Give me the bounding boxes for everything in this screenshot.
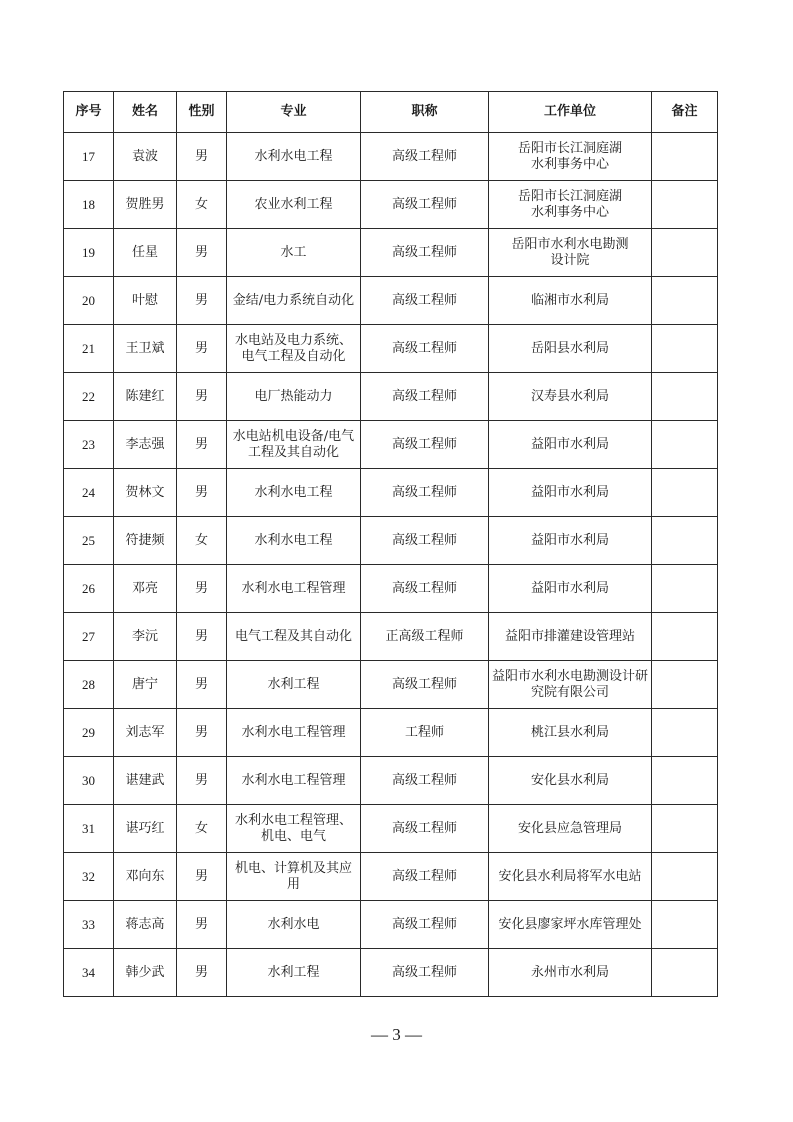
cell-name-text: 谌建武 [125, 772, 165, 788]
cell-note [652, 181, 718, 229]
cell-no-text: 30 [82, 772, 95, 788]
cell-no [64, 949, 114, 997]
cell-title-text: 高级工程师 [391, 580, 457, 596]
cell-no [64, 469, 114, 517]
cell-unit-text: 岳阳县水利局 [530, 340, 609, 356]
cell-no-text: 23 [82, 436, 95, 452]
cell-unit-text: 岳阳市长江洞庭湖 水利事务中心 [517, 140, 622, 172]
cell-unit-text: 汉寿县水利局 [530, 388, 609, 404]
cell-note [652, 661, 718, 709]
cell-unit-text: 岳阳市水利水电勘测 设计院 [511, 236, 629, 268]
table-row [64, 661, 718, 709]
cell-note [652, 229, 718, 277]
cell-note [652, 325, 718, 373]
cell-gender-text: 男 [194, 724, 208, 740]
cell-major-text: 水利水电 [267, 916, 320, 932]
cell-unit-text: 桃江县水利局 [530, 724, 609, 740]
cell-name-text: 李志强 [125, 436, 165, 452]
cell-note [652, 469, 718, 517]
cell-major-text: 电厂热能动力 [254, 388, 333, 404]
table-row [64, 613, 718, 661]
cell-gender [177, 229, 227, 277]
table-row [64, 277, 718, 325]
cell-title [361, 517, 489, 565]
cell-title [361, 229, 489, 277]
cell-gender [177, 373, 227, 421]
cell-major-text: 水利水电工程 [254, 484, 333, 500]
cell-no-text: 33 [82, 916, 95, 932]
cell-title-text: 高级工程师 [391, 292, 457, 308]
cell-note [652, 853, 718, 901]
cell-gender [177, 133, 227, 181]
cell-major [227, 613, 361, 661]
cell-title [361, 133, 489, 181]
table-row [64, 805, 718, 853]
cell-unit [489, 469, 652, 517]
cell-name-text: 李沅 [131, 628, 158, 644]
cell-title [361, 565, 489, 613]
cell-name-text: 贺林文 [125, 484, 165, 500]
cell-title-text: 高级工程师 [391, 388, 457, 404]
cell-note [652, 805, 718, 853]
cell-name [114, 325, 177, 373]
cell-note [652, 901, 718, 949]
header-no: 序号 [64, 92, 114, 133]
cell-gender [177, 277, 227, 325]
cell-title-text: 高级工程师 [391, 244, 457, 260]
cell-name-text: 袁波 [131, 148, 158, 164]
cell-no [64, 517, 114, 565]
cell-title-text: 高级工程师 [391, 964, 457, 980]
cell-title-text: 正高级工程师 [385, 628, 464, 644]
cell-name-text: 谌巧红 [125, 820, 165, 836]
cell-gender-text: 男 [194, 388, 208, 404]
cell-name-text: 符捷频 [125, 532, 165, 548]
cell-gender-text: 男 [194, 292, 208, 308]
cell-no-text: 26 [82, 580, 95, 596]
cell-title-text: 高级工程师 [391, 772, 457, 788]
table-row [64, 949, 718, 997]
cell-title-text: 高级工程师 [391, 676, 457, 692]
cell-unit [489, 901, 652, 949]
cell-unit-text: 益阳市水利水电勘测设计研 究院有限公司 [492, 668, 649, 700]
cell-major [227, 949, 361, 997]
cell-gender-text: 男 [194, 148, 208, 164]
cell-major-text: 水利水电工程管理、 机电、电气 [234, 812, 352, 844]
cell-title [361, 325, 489, 373]
cell-name-text: 王卫斌 [125, 340, 165, 356]
cell-gender [177, 469, 227, 517]
cell-gender-text: 男 [194, 676, 208, 692]
table-row [64, 901, 718, 949]
cell-major [227, 229, 361, 277]
cell-major-text: 水利水电工程 [254, 532, 333, 548]
cell-gender [177, 949, 227, 997]
cell-title-text: 工程师 [404, 724, 444, 740]
cell-no [64, 229, 114, 277]
cell-name-text: 叶慰 [131, 292, 158, 308]
cell-name [114, 373, 177, 421]
cell-major [227, 325, 361, 373]
cell-gender-text: 男 [194, 244, 208, 260]
cell-unit-text: 永州市水利局 [530, 964, 609, 980]
cell-gender [177, 805, 227, 853]
cell-name [114, 709, 177, 757]
header-gender: 性别 [177, 92, 227, 133]
cell-note [652, 709, 718, 757]
cell-name-text: 陈建红 [125, 388, 165, 404]
cell-major-text: 水利水电工程管理 [241, 724, 346, 740]
cell-major-text: 机电、计算机及其应 用 [234, 860, 352, 892]
cell-unit-text: 益阳市水利局 [530, 532, 609, 548]
table-row [64, 853, 718, 901]
cell-unit [489, 325, 652, 373]
cell-gender-text: 男 [194, 484, 208, 500]
cell-no-text: 27 [82, 628, 95, 644]
cell-gender-text: 男 [194, 772, 208, 788]
cell-title [361, 613, 489, 661]
cell-gender-text: 男 [194, 868, 208, 884]
cell-gender [177, 853, 227, 901]
cell-major-text: 水电站机电设备/电气 工程及其自动化 [232, 428, 355, 460]
cell-unit [489, 517, 652, 565]
cell-title [361, 853, 489, 901]
cell-unit-text: 临湘市水利局 [530, 292, 609, 308]
cell-unit-text: 安化县水利局将军水电站 [498, 868, 642, 884]
cell-no [64, 277, 114, 325]
cell-gender [177, 757, 227, 805]
cell-unit-text: 安化县廖家坪水库管理处 [498, 916, 642, 932]
cell-name-text: 贺胜男 [125, 196, 165, 212]
cell-gender-text: 男 [194, 436, 208, 452]
cell-name [114, 661, 177, 709]
cell-major [227, 757, 361, 805]
table-row [64, 757, 718, 805]
cell-title [361, 277, 489, 325]
cell-major-text: 水利水电工程 [254, 148, 333, 164]
cell-no [64, 757, 114, 805]
cell-title-text: 高级工程师 [391, 340, 457, 356]
page-number: — 3 — [371, 1025, 422, 1044]
cell-title-text: 高级工程师 [391, 916, 457, 932]
table-row [64, 181, 718, 229]
cell-gender-text: 女 [194, 196, 208, 212]
cell-gender [177, 661, 227, 709]
cell-no-text: 32 [82, 868, 95, 884]
cell-major [227, 373, 361, 421]
cell-no-text: 17 [82, 148, 95, 164]
cell-gender-text: 男 [194, 628, 208, 644]
header-major: 专业 [227, 92, 361, 133]
cell-title [361, 709, 489, 757]
cell-unit [489, 613, 652, 661]
cell-no-text: 24 [82, 484, 95, 500]
cell-no [64, 805, 114, 853]
cell-name [114, 565, 177, 613]
cell-major-text: 水利水电工程管理 [241, 580, 346, 596]
table-row [64, 565, 718, 613]
cell-unit-text: 益阳市排灌建设管理站 [504, 628, 635, 644]
cell-name-text: 邓亮 [131, 580, 158, 596]
cell-unit [489, 757, 652, 805]
cell-major [227, 661, 361, 709]
cell-major [227, 133, 361, 181]
personnel-table [63, 91, 718, 997]
header-unit: 工作单位 [489, 92, 652, 133]
cell-unit-text: 益阳市水利局 [530, 436, 609, 452]
cell-name [114, 469, 177, 517]
cell-name [114, 421, 177, 469]
cell-major-text: 水利工程 [267, 964, 320, 980]
cell-title-text: 高级工程师 [391, 868, 457, 884]
cell-no-text: 20 [82, 292, 95, 308]
cell-title [361, 901, 489, 949]
cell-unit [489, 565, 652, 613]
cell-unit-text: 岳阳市长江洞庭湖 水利事务中心 [517, 188, 622, 220]
cell-note [652, 277, 718, 325]
cell-name [114, 757, 177, 805]
cell-unit [489, 853, 652, 901]
cell-name [114, 181, 177, 229]
cell-title-text: 高级工程师 [391, 484, 457, 500]
cell-unit [489, 133, 652, 181]
cell-name [114, 517, 177, 565]
cell-unit [489, 373, 652, 421]
cell-gender-text: 男 [194, 916, 208, 932]
cell-name-text: 韩少武 [125, 964, 165, 980]
cell-no [64, 373, 114, 421]
cell-name [114, 229, 177, 277]
cell-no-text: 34 [82, 964, 95, 980]
cell-name [114, 277, 177, 325]
table-body [64, 133, 718, 997]
cell-gender [177, 421, 227, 469]
cell-unit [489, 277, 652, 325]
cell-title [361, 805, 489, 853]
cell-name [114, 805, 177, 853]
cell-major [227, 853, 361, 901]
cell-note [652, 133, 718, 181]
cell-name [114, 613, 177, 661]
cell-title-text: 高级工程师 [391, 820, 457, 836]
cell-title [361, 469, 489, 517]
cell-unit-text: 安化县水利局 [530, 772, 609, 788]
cell-no [64, 613, 114, 661]
cell-major [227, 421, 361, 469]
cell-major-text: 水工 [280, 244, 307, 260]
cell-title [361, 373, 489, 421]
cell-major [227, 565, 361, 613]
table-header-row [64, 92, 718, 133]
header-note: 备注 [652, 92, 718, 133]
cell-no-text: 22 [82, 388, 95, 404]
cell-note [652, 613, 718, 661]
header-name: 姓名 [114, 92, 177, 133]
cell-unit [489, 661, 652, 709]
cell-note [652, 565, 718, 613]
cell-note [652, 517, 718, 565]
cell-gender-text: 男 [194, 964, 208, 980]
cell-major [227, 805, 361, 853]
cell-major [227, 181, 361, 229]
cell-note [652, 373, 718, 421]
cell-gender [177, 325, 227, 373]
cell-no [64, 709, 114, 757]
cell-title-text: 高级工程师 [391, 196, 457, 212]
cell-major [227, 277, 361, 325]
cell-name-text: 蒋志高 [125, 916, 165, 932]
cell-no [64, 181, 114, 229]
cell-name [114, 901, 177, 949]
cell-name-text: 唐宁 [131, 676, 158, 692]
cell-name-text: 任星 [131, 244, 158, 260]
cell-major [227, 709, 361, 757]
cell-name-text: 刘志军 [125, 724, 165, 740]
cell-major-text: 金结/电力系统自动化 [232, 292, 355, 308]
cell-major-text: 电气工程及其自动化 [234, 628, 352, 644]
cell-gender [177, 565, 227, 613]
cell-major [227, 469, 361, 517]
cell-gender-text: 女 [194, 532, 208, 548]
cell-name [114, 853, 177, 901]
cell-no-text: 28 [82, 676, 95, 692]
cell-no-text: 31 [82, 820, 95, 836]
cell-gender [177, 517, 227, 565]
cell-gender [177, 901, 227, 949]
cell-title-text: 高级工程师 [391, 436, 457, 452]
cell-no-text: 19 [82, 244, 95, 260]
cell-gender [177, 613, 227, 661]
cell-title-text: 高级工程师 [391, 532, 457, 548]
cell-unit-text: 安化县应急管理局 [517, 820, 622, 836]
cell-no-text: 18 [82, 196, 95, 212]
cell-title [361, 181, 489, 229]
cell-major-text: 水利水电工程管理 [241, 772, 346, 788]
cell-name [114, 949, 177, 997]
cell-title [361, 661, 489, 709]
cell-gender [177, 709, 227, 757]
cell-note [652, 757, 718, 805]
cell-no [64, 565, 114, 613]
cell-unit [489, 805, 652, 853]
cell-no-text: 29 [82, 724, 95, 740]
cell-no [64, 661, 114, 709]
cell-major-text: 农业水利工程 [254, 196, 333, 212]
table-row [64, 373, 718, 421]
cell-name-text: 邓向东 [125, 868, 165, 884]
cell-note [652, 421, 718, 469]
cell-name [114, 133, 177, 181]
cell-note [652, 949, 718, 997]
cell-no [64, 901, 114, 949]
cell-title [361, 757, 489, 805]
cell-unit [489, 229, 652, 277]
cell-gender-text: 女 [194, 820, 208, 836]
cell-unit [489, 949, 652, 997]
cell-no [64, 853, 114, 901]
cell-major-text: 水利工程 [267, 676, 320, 692]
cell-unit [489, 421, 652, 469]
cell-no-text: 25 [82, 532, 95, 548]
cell-gender [177, 181, 227, 229]
cell-gender-text: 男 [194, 340, 208, 356]
cell-no [64, 325, 114, 373]
cell-major [227, 901, 361, 949]
cell-major [227, 517, 361, 565]
cell-title-text: 高级工程师 [391, 148, 457, 164]
table-row [64, 709, 718, 757]
cell-unit [489, 709, 652, 757]
table-row [64, 421, 718, 469]
cell-unit [489, 181, 652, 229]
table-row [64, 469, 718, 517]
cell-no-text: 21 [82, 340, 95, 356]
table-row [64, 325, 718, 373]
table-row [64, 229, 718, 277]
cell-major-text: 水电站及电力系统、 电气工程及自动化 [234, 332, 352, 364]
cell-gender-text: 男 [194, 580, 208, 596]
cell-no [64, 421, 114, 469]
cell-title [361, 949, 489, 997]
cell-unit-text: 益阳市水利局 [530, 484, 609, 500]
cell-unit-text: 益阳市水利局 [530, 580, 609, 596]
table-row [64, 133, 718, 181]
cell-no [64, 133, 114, 181]
cell-title [361, 421, 489, 469]
header-title: 职称 [361, 92, 489, 133]
table-row [64, 517, 718, 565]
